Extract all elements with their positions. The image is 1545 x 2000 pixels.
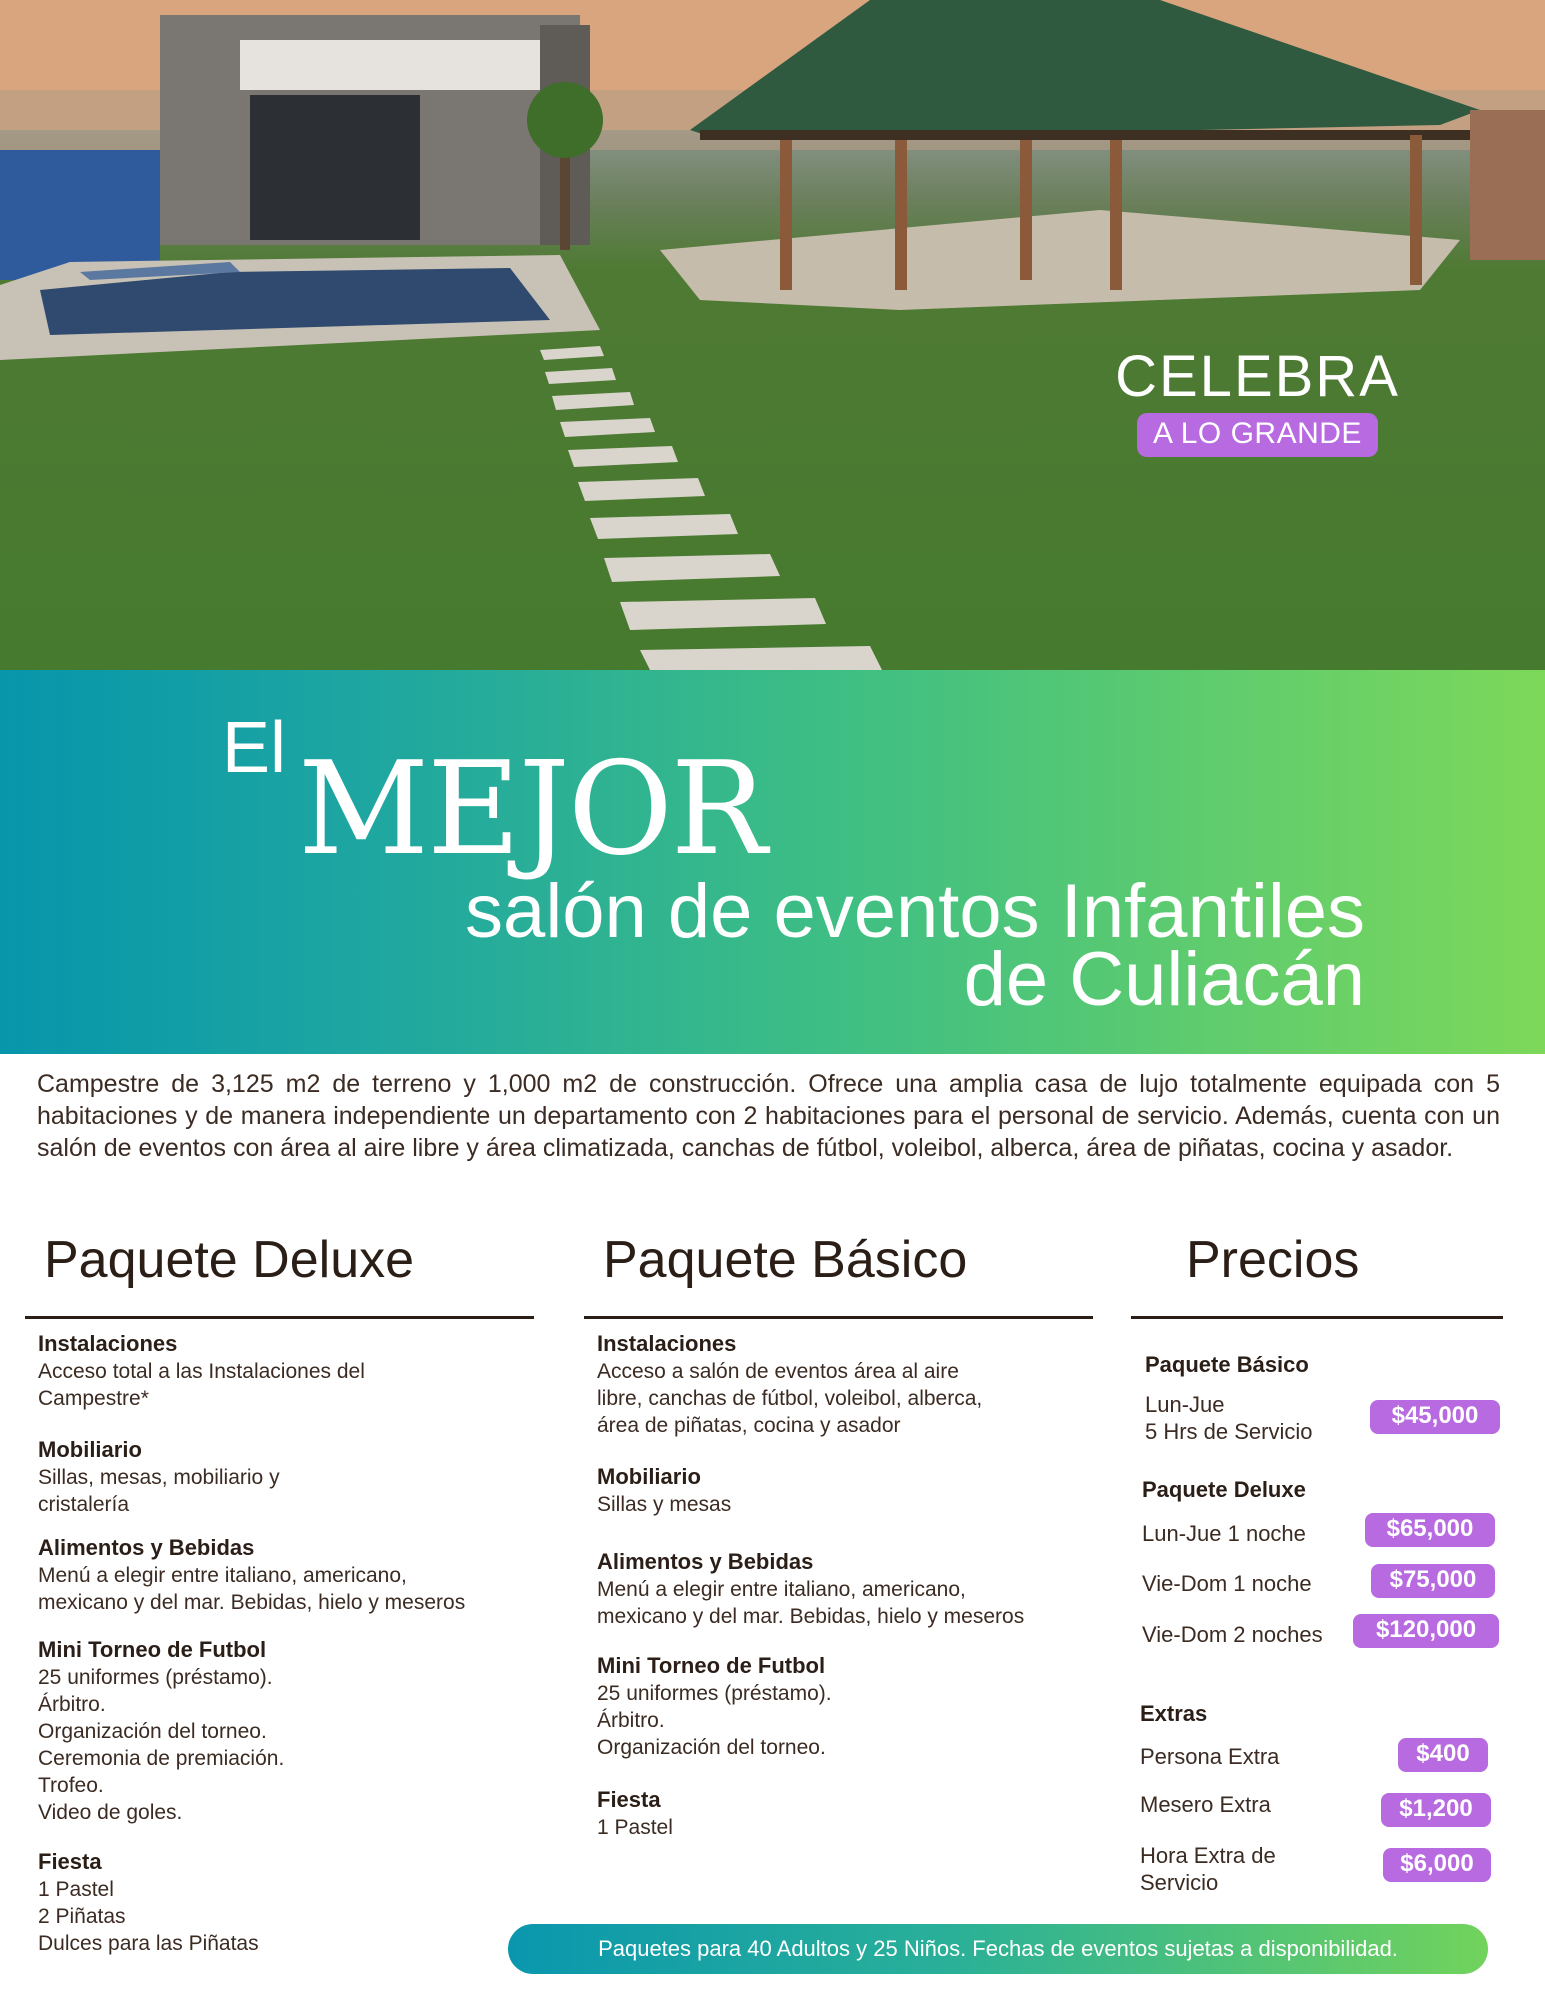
section-line: 25 uniformes (préstamo).	[38, 1666, 273, 1689]
section-head: Instalaciones	[38, 1331, 178, 1356]
basico-section-mobiliario	[597, 1463, 731, 1518]
basico-title: Paquete Básico	[603, 1231, 968, 1289]
section-line: Dulces para las Piñatas	[38, 1932, 259, 1955]
basico-section-alimentos	[597, 1548, 1024, 1630]
section-line: 1 Pastel	[597, 1816, 673, 1839]
section-line: Sillas y mesas	[597, 1493, 732, 1516]
precios-extra-label: Hora Extra de	[1140, 1843, 1276, 1868]
headline-line1: salón de eventos Infantiles	[465, 869, 1365, 954]
headline-mejor: MEJOR	[298, 735, 766, 884]
section-line: Árbitro.	[38, 1693, 106, 1716]
deluxe-section-instalaciones	[38, 1330, 365, 1412]
section-line: 25 uniformes (préstamo).	[597, 1682, 832, 1705]
section-line: Organización del torneo.	[38, 1720, 267, 1743]
precios-deluxe-head: Paquete Deluxe	[1142, 1477, 1306, 1502]
price-tag-deluxe: $120,000	[1353, 1614, 1499, 1648]
section-line: Video de goles.	[38, 1801, 183, 1824]
section-line: Menú a elegir entre italiano, americano,	[597, 1578, 966, 1601]
deluxe-section-fiesta	[38, 1848, 259, 1957]
section-line: Sillas, mesas, mobiliario y	[38, 1466, 280, 1489]
section-line: área de piñatas, cocina y asador	[597, 1414, 901, 1437]
footer-note: Paquetes para 40 Adultos y 25 Niños. Fechas de eventos sujetas a disponibilidad.	[508, 1924, 1488, 1974]
celebra-title: CELEBRA	[1115, 344, 1400, 409]
precios-title: Precios	[1186, 1231, 1360, 1289]
section-line: Ceremonia de premiación.	[38, 1747, 285, 1770]
hero-illustration	[0, 0, 1545, 670]
section-head: Fiesta	[597, 1787, 661, 1812]
price-tag-deluxe: $65,000	[1365, 1513, 1495, 1547]
precios-divider	[1131, 1316, 1503, 1319]
headline-banner	[0, 670, 1545, 1054]
precios-extra-sublabel: Servicio	[1140, 1870, 1219, 1895]
price-tag-extra: $1,200	[1381, 1793, 1491, 1827]
precios-basico-head: Paquete Básico	[1145, 1352, 1309, 1377]
basico-section-fiesta	[597, 1786, 673, 1841]
price-tag-basico: $45,000	[1370, 1400, 1500, 1434]
precios-deluxe-label: Vie-Dom 2 noches	[1142, 1622, 1323, 1647]
precios-extra-label: Mesero Extra	[1140, 1792, 1271, 1817]
celebra-tagline	[1115, 345, 1400, 457]
headline-el: El	[222, 708, 287, 788]
section-head: Mobiliario	[38, 1437, 142, 1462]
price-tag-extra: $400	[1398, 1738, 1488, 1772]
section-line: Menú a elegir entre italiano, americano,	[38, 1564, 407, 1587]
section-head: Mini Torneo de Futbol	[597, 1653, 826, 1678]
a-lo-grande-badge: A LO GRANDE	[1137, 413, 1378, 457]
section-head: Alimentos y Bebidas	[38, 1535, 255, 1560]
section-head: Instalaciones	[597, 1331, 737, 1356]
section-line: libre, canchas de fútbol, voleibol, alberca,	[597, 1387, 983, 1410]
section-line: Trofeo.	[38, 1774, 104, 1797]
deluxe-section-torneo	[38, 1636, 284, 1826]
section-line: Organización del torneo.	[597, 1736, 826, 1759]
section-head: Mini Torneo de Futbol	[38, 1637, 267, 1662]
section-line: 1 Pastel	[38, 1878, 114, 1901]
basico-section-instalaciones	[597, 1330, 982, 1439]
precios-extras-head: Extras	[1140, 1701, 1208, 1726]
precios-deluxe-label: Lun-Jue 1 noche	[1142, 1521, 1306, 1546]
section-line: cristalería	[38, 1493, 130, 1516]
headline-line2: de Culiacán	[963, 937, 1365, 1022]
deluxe-section-alimentos	[38, 1534, 465, 1616]
deluxe-divider	[25, 1316, 534, 1319]
section-line: mexicano y del mar. Bebidas, hielo y meseros	[38, 1591, 466, 1614]
basico-section-torneo	[597, 1652, 832, 1761]
section-line: Acceso total a las Instalaciones del	[38, 1360, 365, 1383]
section-line: Árbitro.	[597, 1709, 665, 1732]
deluxe-section-mobiliario	[38, 1436, 280, 1518]
price-tag-extra: $6,000	[1383, 1848, 1491, 1882]
section-line: 2 Piñatas	[38, 1905, 126, 1928]
hero-photo	[0, 0, 1545, 670]
precios-basico-sublabel: 5 Hrs de Servicio	[1145, 1419, 1313, 1444]
precios-basico-label: Lun-Jue	[1145, 1392, 1225, 1417]
section-head: Alimentos y Bebidas	[597, 1549, 814, 1574]
section-line: Acceso a salón de eventos área al aire	[597, 1360, 959, 1383]
section-head: Fiesta	[38, 1849, 102, 1874]
price-tag-deluxe: $75,000	[1371, 1564, 1495, 1598]
section-line: Campestre*	[38, 1387, 149, 1410]
venue-description: Campestre de 3,125 m2 de terreno y 1,000 m2 de construcción. Ofrece una amplia casa de lujo totalmente equipada con 5 habitaciones y de manera independiente un departamento con 2 habitaciones para el personal de servicio. Además, cuenta con un salón de eventos con área al aire libre y área climatizada, canchas de fútbol, voleibol, alberca, área de piñatas, cocina y asador.	[37, 1070, 1500, 1162]
precios-extra-label: Persona Extra	[1140, 1744, 1280, 1769]
deluxe-title: Paquete Deluxe	[44, 1231, 415, 1289]
basico-divider	[584, 1316, 1093, 1319]
section-line: mexicano y del mar. Bebidas, hielo y meseros	[597, 1605, 1025, 1628]
precios-deluxe-label: Vie-Dom 1 noche	[1142, 1571, 1312, 1596]
section-head: Mobiliario	[597, 1464, 701, 1489]
